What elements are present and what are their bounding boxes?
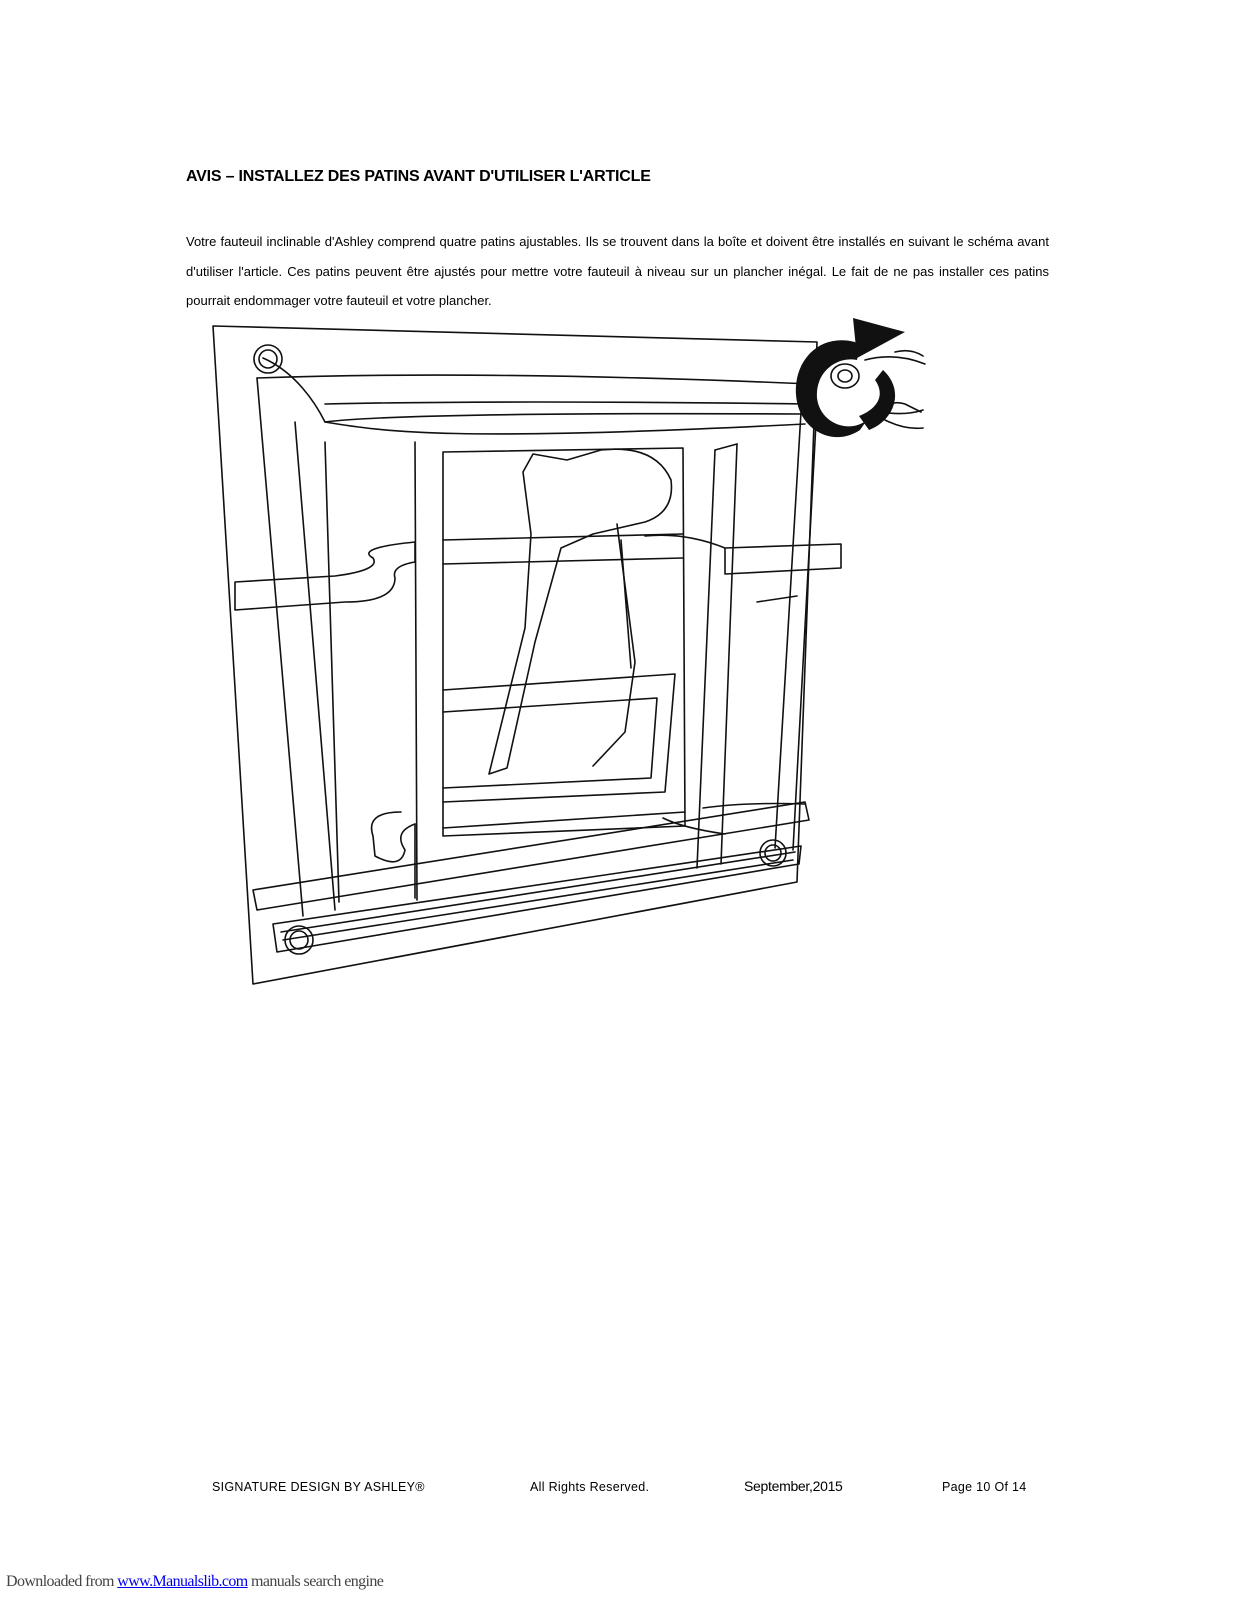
glide-icon — [831, 364, 859, 388]
base-plate-outline — [213, 326, 817, 984]
manualslib-link[interactable]: www.Manualslib.com — [117, 1573, 248, 1590]
download-prefix: Downloaded from — [6, 1573, 118, 1590]
recliner-glide-diagram — [205, 312, 945, 1002]
download-suffix: manuals search engine — [247, 1573, 384, 1590]
footer-page-number: Page 10 Of 14 — [942, 1480, 1027, 1494]
tool-shape — [489, 449, 671, 774]
top-rail — [257, 375, 811, 404]
footer-date: September,2015 — [744, 1478, 843, 1494]
bottom-right-glide-hole — [760, 840, 786, 866]
footer-brand: SIGNATURE DESIGN BY ASHLEY® — [212, 1480, 425, 1494]
download-notice — [6, 1573, 383, 1591]
right-cross-bar — [725, 544, 841, 574]
page-heading: AVIS – INSTALLEZ DES PATINS AVANT D'UTILISER L'ARTICLE — [186, 168, 651, 185]
rotate-arrow-icon — [796, 340, 867, 437]
footer-rights: All Rights Reserved. — [530, 1480, 650, 1494]
instructions-paragraph: Votre fauteuil inclinable d'Ashley comprend quatre patins ajustables. Ils se trouvent dans la boîte et doivent être installés en suivant le schéma avant d'utiliser l'article. Ces patins peuvent être ajustés pour mettre votre fauteuil à niveau sur un plancher inégal. Le fait de ne pas installer ces patins pourrait endommager votre fauteuil et votre plancher. — [186, 234, 1049, 308]
left-cross-bar — [235, 542, 415, 610]
